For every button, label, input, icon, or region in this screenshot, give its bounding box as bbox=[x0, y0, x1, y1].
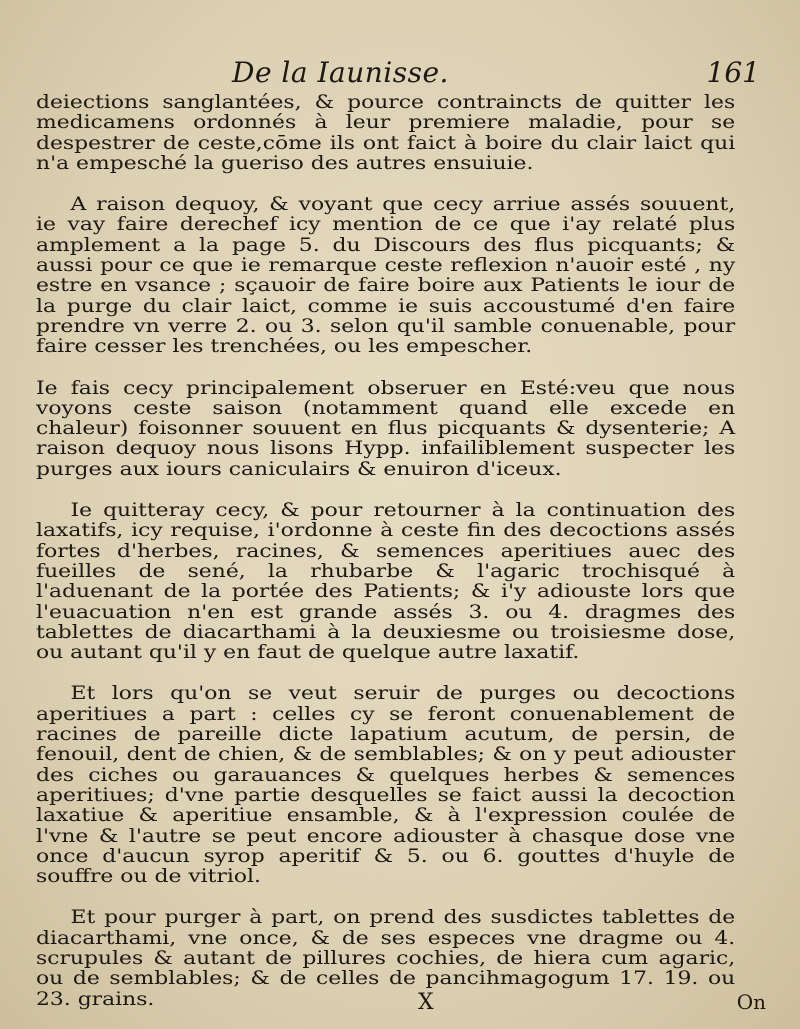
running-title: De la Iaunisse. bbox=[232, 56, 449, 89]
page-number: 161 bbox=[706, 56, 760, 89]
catchword: On bbox=[736, 990, 766, 1014]
paragraph: deiections sanglantées, & pource contraincts de quitter les medicamens ordonnés à leur premiere maladie, pour se despestrer de ceste,cōme ils ont faict à boire du clair laict qui n'a empesché la gueriso des autres ensuiuie. bbox=[36, 91, 736, 174]
signature-mark: X bbox=[418, 990, 434, 1015]
body-text bbox=[36, 92, 735, 1009]
paragraph: Ie quitteray cecy, & pour retourner à la continuation des laxatifs, icy requise, i'ordonne à ceste fin des decoctions assés fortes d'herbes, racines, & semences aperitiues auec des fueilles de sené, la rhubarbe & l'agaric trochisqué à l'aduenant de la portée des Patients; & i'y adiouste lors que l'euacuation n'en est grande assés 3. ou 4. dragmes des tablettes de diacarthami à la deuxiesme ou troisiesme dose, ou autant qu'il y en faut de quelque autre laxatif. bbox=[36, 499, 736, 664]
paragraph: Ie fais cecy principalement obseruer en Esté:veu que nous voyons ceste saison (notamment quand elle excede en chaleur) foisonner souuent en flus picquants & dysenterie; A raison dequoy nous lisons Hypp. infailiblement suspecter les purges aux iours caniculairs & enuiron d'iceux. bbox=[36, 376, 736, 480]
page-header bbox=[40, 56, 760, 96]
paragraph: Et lors qu'on se veut seruir de purges ou decoctions aperitiues a part : celles cy se feront conuenablement de racines de pareille dicte lapatium acutum, de persin, de fenouil, dent de chien, & de semblables; & on y peut adiouster des ciches ou garauances & quelques herbes & semences aperitiues; d'vne partie desquelles se faict aussi la decoction laxatiue & aperitiue ensamble, & à l'expression coulée de l'vne & l'autre se peut encore adiouster à chasque dose vne once d'aucun syrop aperitif & 5. ou 6. gouttes d'huyle de souffre ou de vitriol. bbox=[36, 682, 736, 888]
paragraph: Et pour purger à part, on prend des susdictes tablettes de diacarthami, vne once, & de ses especes vne dragme ou 4. scrupules & autant de pillures cochies, de hiera cum agaric, ou de semblables; & de celles de pancihmagogum 17. 19. ou 23. grains. bbox=[36, 906, 736, 1010]
paragraph: A raison dequoy, & voyant que cecy arriue assés souuent, ie vay faire derechef icy mention de ce que i'ay relaté plus amplement a la page 5. du Discours des flus picquants; & aussi pour ce que ie remarque ceste reflexion n'auoir esté , ny estre en vsance ; sçauoir de faire boire aux Patients le iour de la purge du clair laict, comme ie suis accoustumé d'en faire prendre vn verre 2. ou 3. selon qu'il samble conuenable, pour faire cesser les trenchées, ou les empescher. bbox=[36, 193, 736, 358]
